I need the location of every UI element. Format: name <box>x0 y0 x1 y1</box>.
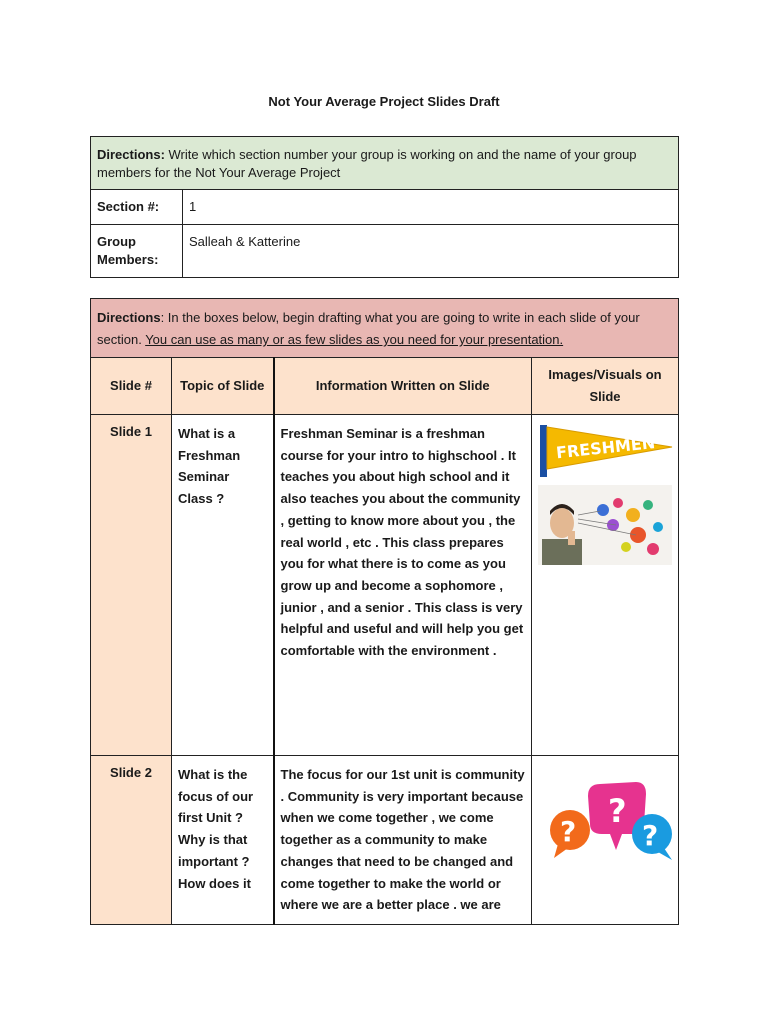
question-bubbles-image <box>544 778 680 874</box>
header-information: Information Written on Slide <box>274 358 532 415</box>
slides-directions-underlined: You can use as many or as few slides as you need for your presentation. <box>145 332 564 347</box>
header-topic: Topic of Slide <box>172 358 274 415</box>
group-info-table <box>90 136 679 278</box>
group-members-label: Group Members: <box>91 225 183 278</box>
slide-number-cell: Slide 2 <box>91 756 172 925</box>
group-members-value[interactable]: Salleah & Katterine <box>183 225 679 278</box>
slide-number-cell: Slide 1 <box>91 415 172 756</box>
topic-cell[interactable]: What is the focus of our first Unit ? Why is that important ? How does it <box>172 756 274 925</box>
information-cell[interactable]: The focus for our 1st unit is community . Community is very important because when we come together , we come together as a community to make changes that need to be changed and come together to make the world or where we are a better place . we are <box>274 756 532 925</box>
slides-draft-table <box>90 298 679 925</box>
bubble-glyph-blue: ? <box>642 819 659 852</box>
info-directions-label: Directions: <box>97 147 165 162</box>
table-row <box>91 415 679 756</box>
pennant-text: FRESHMEN <box>555 433 656 463</box>
information-cell[interactable]: Freshman Seminar is a freshman course for your intro to highschool . It teaches you about high school and it also teaches you about the community , getting to know more about you , the real world , etc . This class prepares you for what there is to come as you grow up and become a sophomore , junior , and a senior . This class is very helpful and useful and will help you get comfortable with the environment . <box>274 415 532 756</box>
freshmen-pennant-image <box>538 423 674 479</box>
slides-directions-text: : In the boxes below, begin drafting what you are going to write in each slide of your section. <box>97 310 640 347</box>
bubble-glyph-pink: ? <box>608 792 627 830</box>
document-title: Not Your Average Project Slides Draft <box>268 94 500 109</box>
section-value[interactable]: 1 <box>183 190 679 225</box>
slides-directions-cell <box>91 299 679 358</box>
header-images: Images/Visuals on Slide <box>532 358 679 415</box>
table-row <box>91 756 679 925</box>
images-cell <box>532 415 679 756</box>
info-directions-text: Write which section number your group is working on and the name of your group members for the Not Your Average Project <box>97 147 637 180</box>
bubble-glyph-orange: ? <box>560 815 577 848</box>
info-directions-cell <box>91 137 679 190</box>
topic-cell[interactable]: What is a Freshman Seminar Class ? <box>172 415 274 756</box>
slides-directions-label: Directions <box>97 310 161 325</box>
section-label: Section #: <box>91 190 183 225</box>
thinking-student-image <box>538 485 672 565</box>
header-slide-number: Slide # <box>91 358 172 415</box>
images-cell <box>532 756 679 925</box>
